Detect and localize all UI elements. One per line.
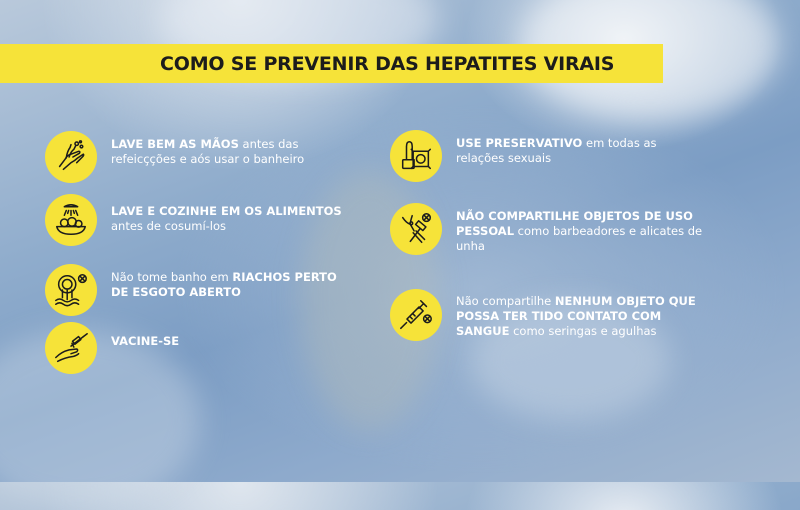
tip-vaccine bbox=[45, 322, 345, 374]
hand-washing-icon bbox=[45, 131, 97, 183]
tip-personal-objects bbox=[390, 203, 710, 255]
razor-pliers-icon bbox=[390, 203, 442, 255]
tip-washing-food bbox=[45, 194, 365, 246]
washing-food-icon bbox=[45, 194, 97, 246]
tip-highlight: USE PRESERVATIVO bbox=[456, 136, 583, 150]
tip-description: em todas as relações sexuais bbox=[456, 136, 657, 165]
sewage-pipe-icon bbox=[45, 264, 97, 316]
tip-description: como barbeadores e alicates de unha bbox=[456, 224, 703, 253]
tip-prefix: Não tome banho em bbox=[111, 270, 233, 284]
tip-highlight: VACINE-SE bbox=[111, 334, 180, 348]
syringe-icon bbox=[390, 289, 442, 341]
title-banner bbox=[0, 44, 663, 83]
tip-description: como seringas e agulhas bbox=[509, 324, 657, 338]
tip-highlight: NÃO COMPARTILHE OBJETOS DE USO PESSOAL bbox=[456, 209, 693, 238]
vaccine-icon bbox=[45, 322, 97, 374]
tip-sewage bbox=[45, 264, 345, 316]
tip-highlight: RIACHOS PERTO DE ESGOTO ABERTO bbox=[111, 270, 337, 299]
tip-highlight: NENHUM OBJETO QUE POSSA TER TIDO CONTATO COM SANGUE bbox=[456, 294, 696, 338]
tip-highlight: LAVE E COZINHE EM OS ALIMENTOS bbox=[111, 204, 342, 218]
condom-icon bbox=[390, 130, 442, 182]
tip-description: antes das refeicçções e aós usar o banheiro bbox=[111, 137, 305, 166]
page-title: COMO SE PREVENIR DAS HEPATITES VIRAIS bbox=[160, 52, 615, 75]
tip-condom bbox=[390, 130, 690, 182]
tip-hand-washing bbox=[45, 131, 345, 183]
tip-blood-objects bbox=[390, 289, 710, 341]
tip-prefix: Não compartilhe bbox=[456, 294, 555, 308]
tip-description: antes de cosumí-los bbox=[111, 219, 227, 233]
tip-highlight: LAVE BEM AS MÃOS bbox=[111, 137, 239, 151]
